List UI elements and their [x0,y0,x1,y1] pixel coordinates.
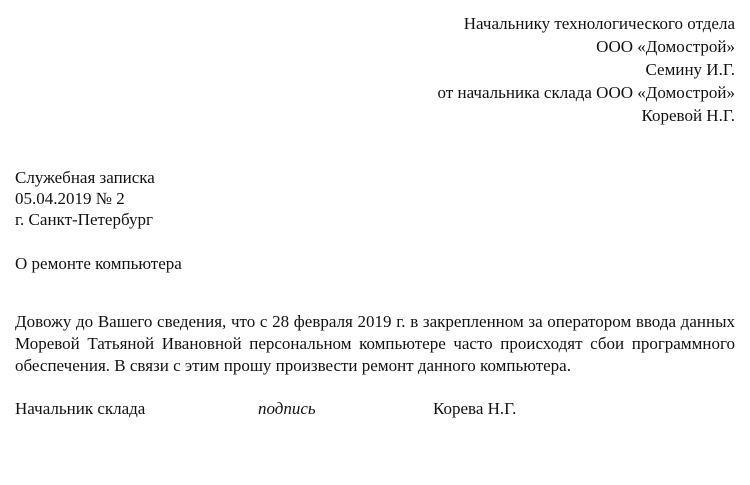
document-body: Довожу до Вашего сведения, что с 28 февраля 2019 г. в закрепленном за оператором ввода данных Моревой Татьяной Ивановной персональном компьютере часто происходят сбои программного обеспечения. В связи с этим прошу произвести ремонт данного компьютера. [15,312,735,375]
document-place: г. Санкт-Петербург [15,210,153,229]
signature-block [15,398,735,420]
document-type: Служебная записка [15,168,155,187]
signature-position: Начальник склада [15,399,146,418]
signature-name: Корева Н.Г. [433,399,517,418]
signature-placeholder: подпись [258,399,316,418]
addressee-line-recipient-company: ООО «Домострой» [596,37,735,56]
document-meta [15,167,735,230]
addressee-block [15,12,735,127]
document-subject: О ремонте компьютера [15,254,182,273]
memo-document [15,12,735,420]
addressee-line-recipient-position: Начальнику технологического отдела [463,14,735,33]
addressee-line-sender-position: от начальника склада ООО «Домострой» [437,83,735,102]
document-date-number: 05.04.2019 № 2 [15,189,125,208]
addressee-line-recipient-name: Семину И.Г. [645,60,735,79]
addressee-line-sender-name: Коревой Н.Г. [641,106,735,125]
